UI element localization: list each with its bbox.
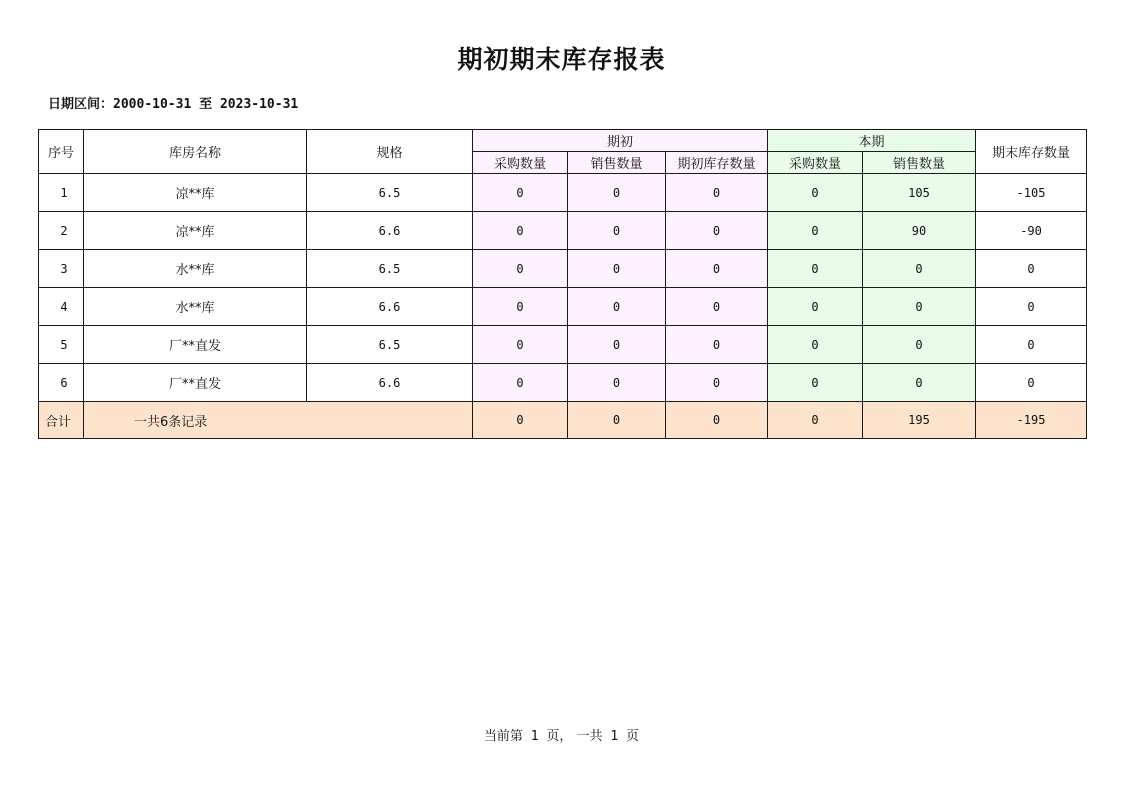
cell-warehouse: 水**库: [84, 250, 307, 288]
cell-current-sales: 0: [863, 326, 976, 364]
header-closing-stock: 期末库存数量: [976, 130, 1087, 174]
cell-warehouse: 水**库: [84, 288, 307, 326]
cell-opening-purchase: 0: [473, 174, 568, 212]
cell-spec: 6.6: [307, 212, 473, 250]
footer-mid: 页， 一共: [546, 729, 603, 744]
header-opening-sales: 销售数量: [568, 152, 666, 174]
cell-current-sales: 0: [863, 250, 976, 288]
header-opening-purchase: 采购数量: [473, 152, 568, 174]
cell-opening-sales: 0: [568, 326, 666, 364]
cell-opening-stock: 0: [666, 364, 768, 402]
inventory-report-table: [38, 129, 1087, 439]
date-range: [48, 93, 298, 112]
header-current-sales: 销售数量: [863, 152, 976, 174]
table-row: [39, 364, 1087, 402]
total-record-count: 一共6条记录: [84, 402, 473, 439]
total-closing-stock: -195: [976, 402, 1087, 439]
cell-closing-stock: 0: [976, 326, 1087, 364]
total-row: [39, 402, 1087, 439]
header-row-1: [39, 130, 1087, 152]
table-row: [39, 288, 1087, 326]
table-row: [39, 326, 1087, 364]
cell-opening-stock: 0: [666, 212, 768, 250]
cell-opening-sales: 0: [568, 364, 666, 402]
cell-opening-sales: 0: [568, 212, 666, 250]
cell-opening-purchase: 0: [473, 326, 568, 364]
date-range-label: 日期区间：: [48, 97, 114, 112]
cell-opening-stock: 0: [666, 174, 768, 212]
cell-warehouse: 凉**库: [84, 174, 307, 212]
header-opening-group: 期初: [473, 130, 768, 152]
header-seq: 序号: [39, 130, 84, 174]
total-current-sales: 195: [863, 402, 976, 439]
cell-opening-sales: 0: [568, 288, 666, 326]
total-label: 合计: [39, 402, 84, 439]
cell-seq: 5: [39, 326, 84, 364]
cell-opening-purchase: 0: [473, 212, 568, 250]
cell-spec: 6.6: [307, 288, 473, 326]
header-current-group: 本期: [768, 130, 976, 152]
date-range-end: 2023-10-31: [219, 97, 299, 112]
cell-warehouse: 厂**直发: [84, 364, 307, 402]
table-row: [39, 174, 1087, 212]
cell-closing-stock: -105: [976, 174, 1087, 212]
cell-current-sales: 0: [863, 288, 976, 326]
total-opening-sales: 0: [568, 402, 666, 439]
cell-seq: 1: [39, 174, 84, 212]
cell-current-purchase: 0: [768, 326, 863, 364]
cell-opening-purchase: 0: [473, 364, 568, 402]
cell-current-sales: 90: [863, 212, 976, 250]
footer-prefix: 当前第: [483, 729, 523, 744]
cell-current-sales: 105: [863, 174, 976, 212]
cell-current-purchase: 0: [768, 364, 863, 402]
footer-suffix: 页: [626, 729, 640, 744]
footer-total-pages: 1: [610, 729, 619, 744]
cell-opening-purchase: 0: [473, 250, 568, 288]
date-range-separator: 至: [199, 97, 213, 112]
header-spec: 规格: [307, 130, 473, 174]
cell-seq: 3: [39, 250, 84, 288]
cell-closing-stock: -90: [976, 212, 1087, 250]
cell-seq: 2: [39, 212, 84, 250]
cell-warehouse: 凉**库: [84, 212, 307, 250]
header-current-purchase: 采购数量: [768, 152, 863, 174]
cell-opening-stock: 0: [666, 288, 768, 326]
header-warehouse: 库房名称: [84, 130, 307, 174]
cell-closing-stock: 0: [976, 288, 1087, 326]
cell-opening-sales: 0: [568, 174, 666, 212]
cell-closing-stock: 0: [976, 250, 1087, 288]
table-row: [39, 250, 1087, 288]
cell-opening-stock: 0: [666, 250, 768, 288]
footer-current-page: 1: [530, 729, 539, 744]
cell-current-purchase: 0: [768, 250, 863, 288]
total-current-purchase: 0: [768, 402, 863, 439]
cell-seq: 6: [39, 364, 84, 402]
cell-spec: 6.5: [307, 250, 473, 288]
cell-closing-stock: 0: [976, 364, 1087, 402]
cell-spec: 6.5: [307, 174, 473, 212]
header-opening-stock: 期初库存数量: [666, 152, 768, 174]
table-row: [39, 212, 1087, 250]
date-range-start: 2000-10-31: [113, 97, 192, 112]
cell-opening-sales: 0: [568, 250, 666, 288]
cell-warehouse: 厂**直发: [84, 326, 307, 364]
cell-current-purchase: 0: [768, 174, 863, 212]
cell-spec: 6.5: [307, 326, 473, 364]
cell-current-purchase: 0: [768, 212, 863, 250]
cell-opening-stock: 0: [666, 326, 768, 364]
cell-current-sales: 0: [863, 364, 976, 402]
total-opening-stock: 0: [666, 402, 768, 439]
cell-seq: 4: [39, 288, 84, 326]
cell-current-purchase: 0: [768, 288, 863, 326]
pagination-footer: [0, 725, 1123, 744]
total-opening-purchase: 0: [473, 402, 568, 439]
cell-opening-purchase: 0: [473, 288, 568, 326]
cell-spec: 6.6: [307, 364, 473, 402]
report-title: 期初期末库存报表: [457, 45, 666, 74]
